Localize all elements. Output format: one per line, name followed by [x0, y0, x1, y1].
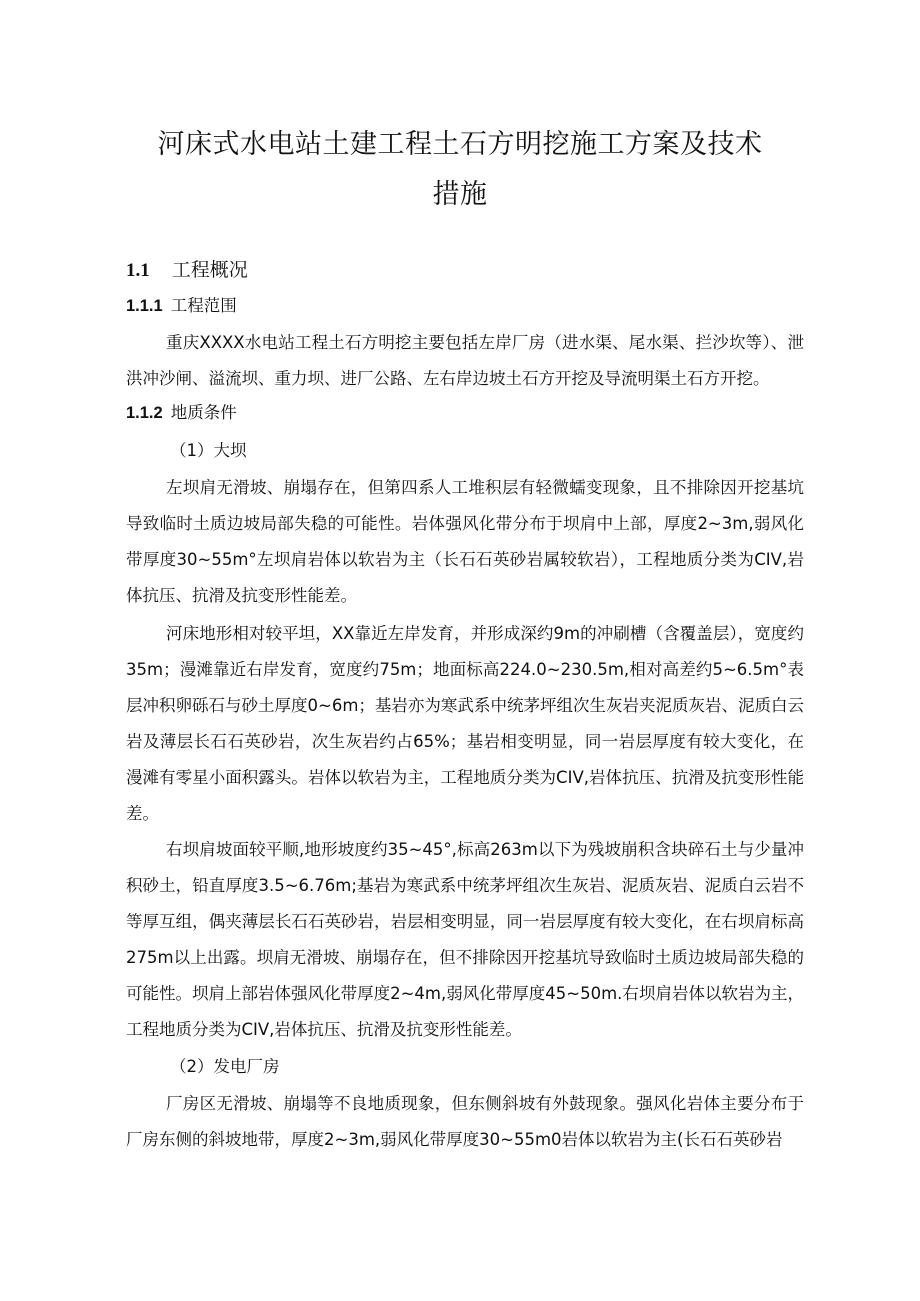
paragraph-powerhouse: 厂房区无滑坡、崩塌等不良地质现象，但东侧斜坡有外鼓现象。强风化岩体主要分布于厂房东侧的斜坡地带，厚度2~3m,弱风化带厚度30~55m0岩体以软岩为主(长石石英砂岩 [126, 1094, 804, 1149]
section-heading [126, 256, 248, 285]
subsection-heading-geology [126, 400, 237, 426]
paragraph-right-abutment: 右坝肩坡面较平顺,地形坡度约35~45°,标高263m以下为残坡崩积含块碎石土与少量冲积砂土，铅直厚度3.5~6.76m;基岩为寒武系中统茅坪组次生灰岩、泥质灰岩、泥质白云岩不等厚互组，偶夹薄层长石石英砂岩，岩层相变明显，同一岩层厚度有较大变化，在右坝肩标高275m以上出露。坝肩无滑坡、崩塌存在，但不排除因开挖基坑导致临时土质边坡局部失稳的可能性。坝肩上部岩体强风化带厚度2~4m,弱风化带厚度45~50m.右坝肩岩体以软岩为主，工程地质分类为CIV,岩体抗压、抗滑及抗变形性能差。 [126, 840, 804, 1039]
section-title: 工程概况 [171, 259, 248, 281]
paragraph-left-abutment: 左坝肩无滑坡、崩塌存在，但第四系人工堆积层有轻微蠕变现象，且不排除因开挖基坑导致临时土质边坡局部失稳的可能性。岩体强风化带分布于坝肩中上部，厚度2~3m,弱风化带厚度30~55m°左坝肩岩体以软岩为主（长石石英砂岩属较软岩），工程地质分类为CIV,岩体抗压、抗滑及抗变形性能差。 [126, 478, 804, 605]
document-title-line-2: 措施 [432, 179, 488, 210]
item-label-powerhouse: （2）发电厂房 [170, 1057, 280, 1076]
subsection-heading-scope [126, 293, 237, 319]
paragraph-riverbed: 河床地形相对较平坦，XX靠近左岸发育，并形成深约9m的冲刷槽（含覆盖层），宽度约35m；漫滩靠近右岸发育，宽度约75m；地面标高224.0~230.5m,相对高差约5~6.5m°表层冲积卵砾石与砂土厚度0~6m；基岩亦为寒武系中统茅坪组次生灰岩夹泥质灰岩、泥质白云岩及薄层长石石英砂岩，次生灰岩约占65%；基岩相变明显，同一岩层厚度有较大变化，在漫滩有零星小面积露头。岩体以软岩为主，工程地质分类为CIV,岩体抗压、抗滑及抗变形性能差。 [126, 624, 804, 823]
section-number: 1.1 [126, 260, 150, 281]
subsection-number-geology: 1.1.2 [126, 404, 163, 422]
item-label-dam: （1）大坝 [170, 441, 247, 460]
subsection-number-scope: 1.1.1 [126, 297, 163, 315]
document-title-line-1: 河床式水电站土建工程土石方明挖施工方案及技术 [157, 129, 763, 160]
subsection-title-geology: 地质条件 [170, 403, 237, 422]
paragraph-scope: 重庆XXXX水电站工程土石方明挖主要包括左岸厂房（进水渠、尾水渠、拦沙坎等）、泄洪冲沙闸、溢流坝、重力坝、进厂公路、左右岸边坡土石方开挖及导流明渠土石方开挖。 [126, 333, 804, 388]
subsection-title-scope: 工程范围 [170, 296, 237, 315]
